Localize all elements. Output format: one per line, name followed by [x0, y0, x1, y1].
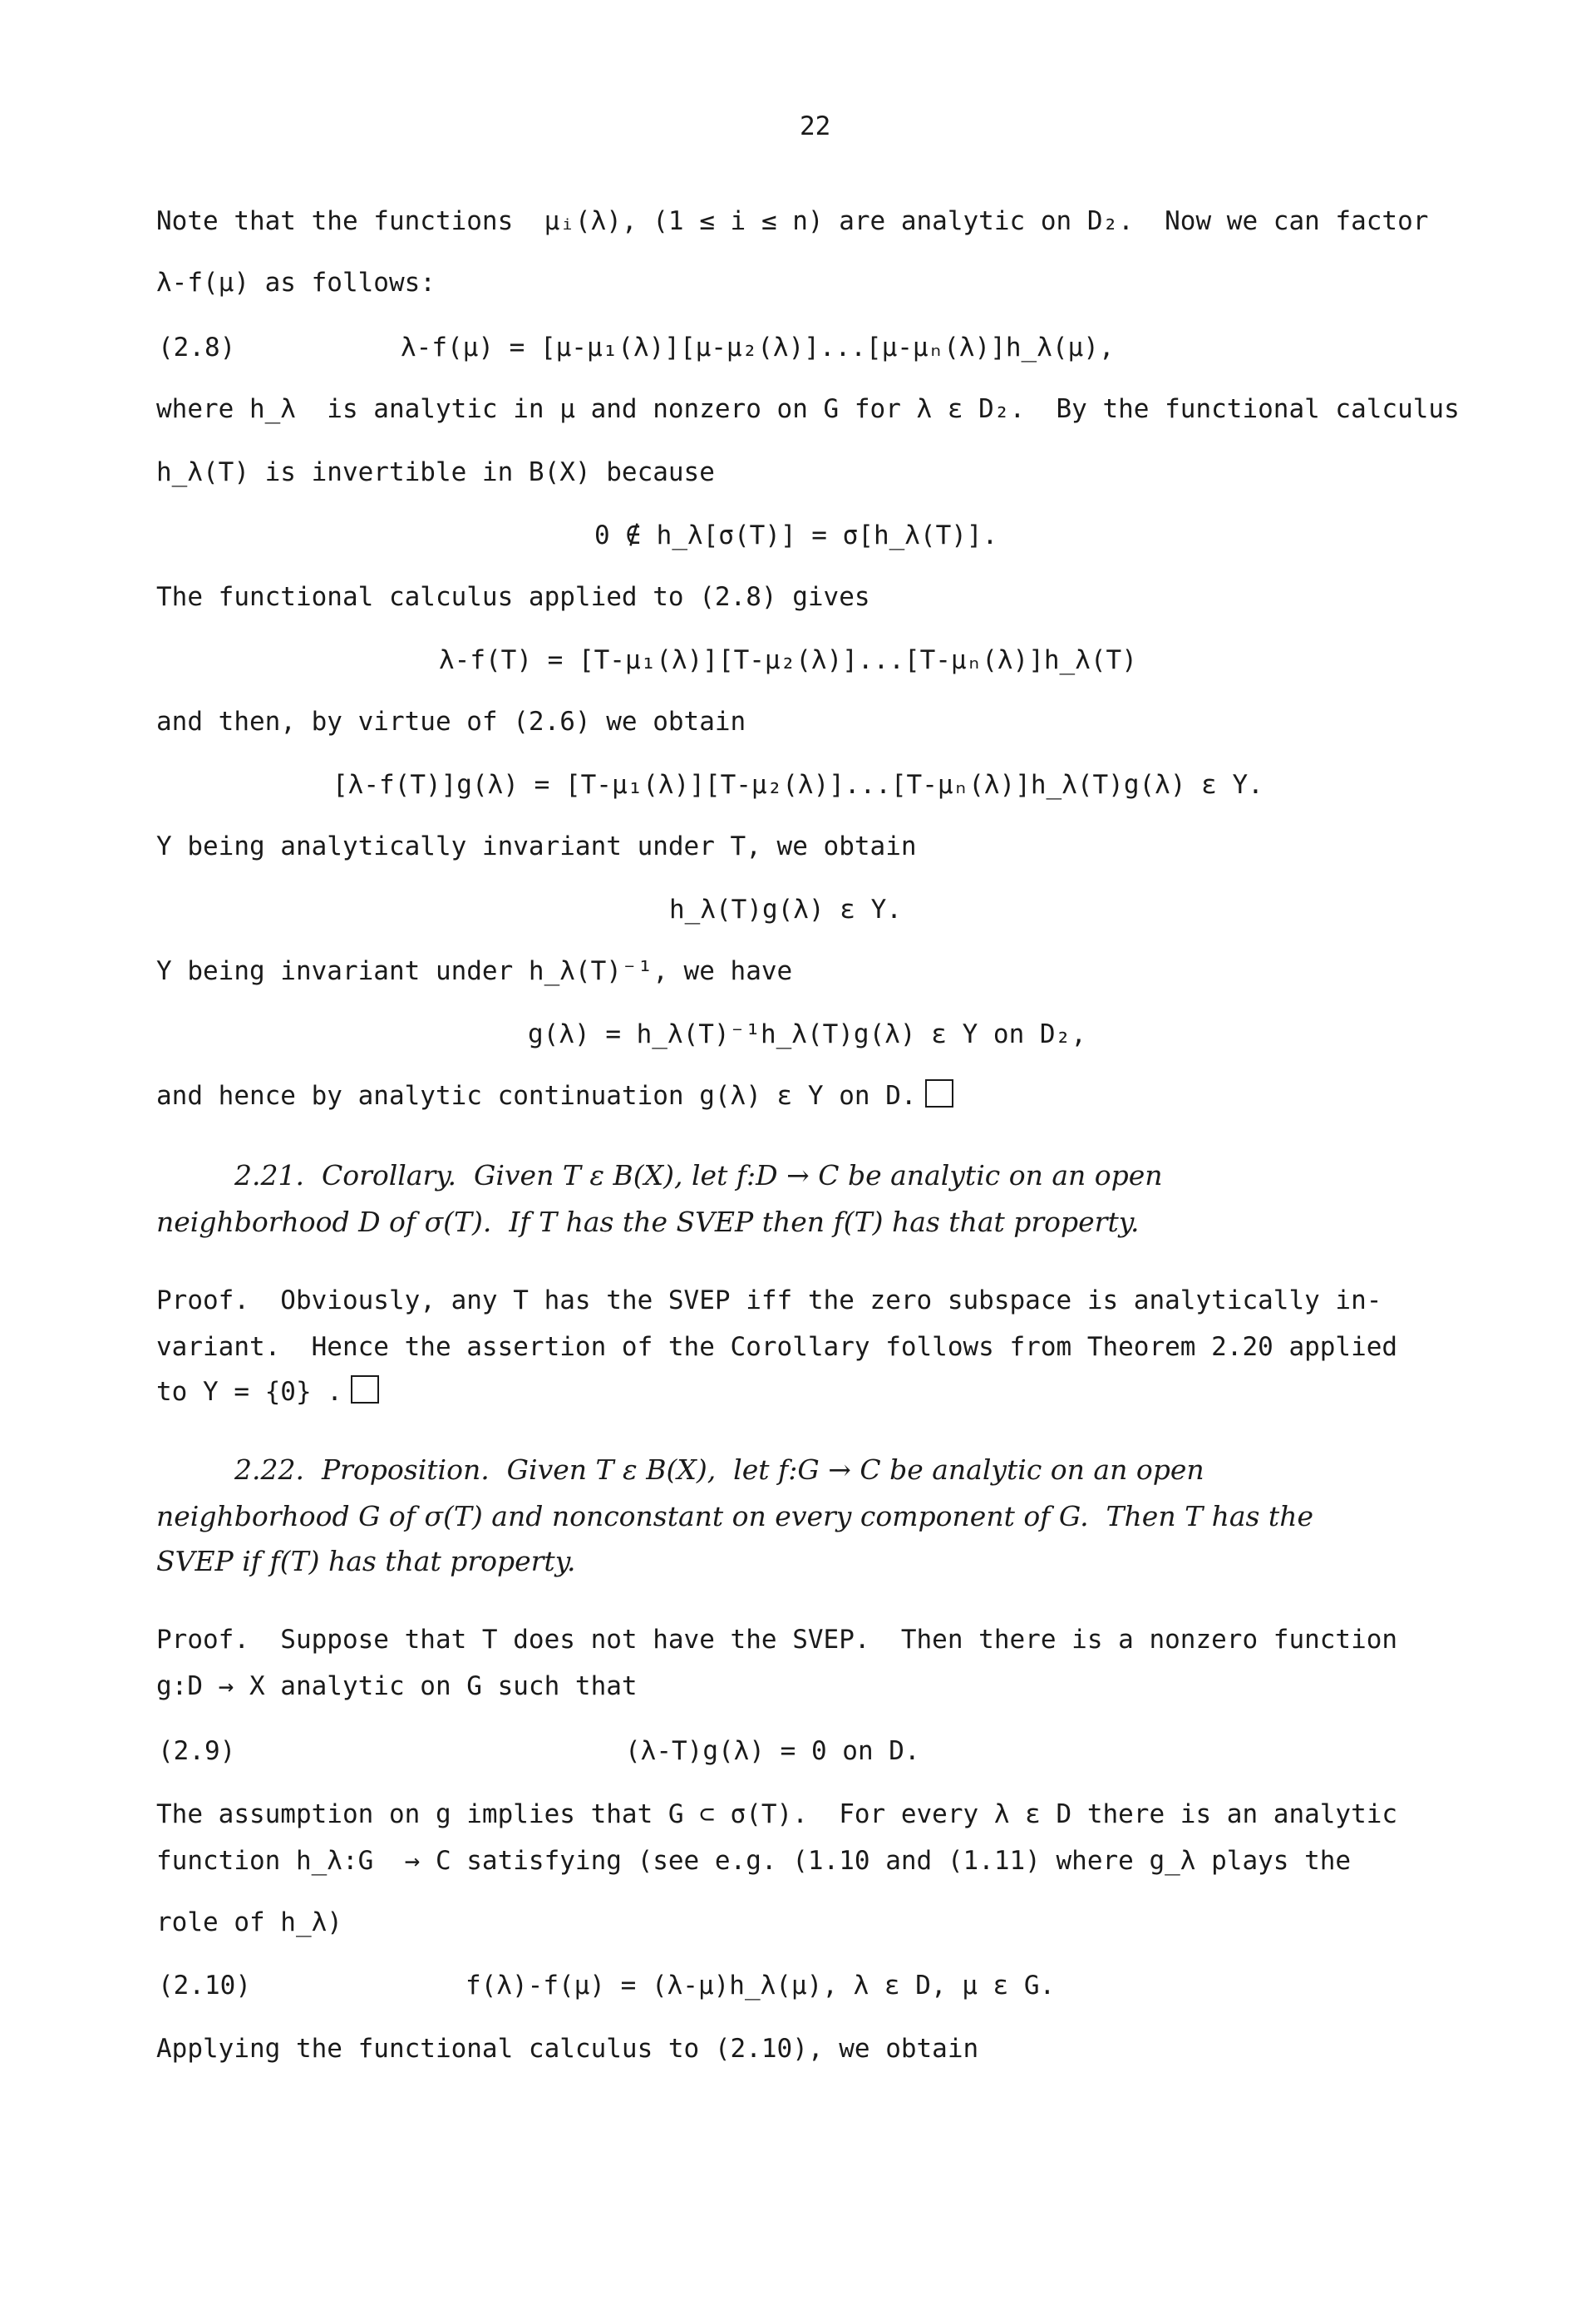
qed-square-icon: [925, 1079, 953, 1108]
proposition-title: 2.22. Proposition. Given T ε B(X), let f:G → C be analytic on an open: [234, 1453, 1204, 1486]
text-line: function h_λ:G → C satisfying (see e.g. (1.10 and (1.11) where g_λ plays the: [156, 1846, 1352, 1876]
text-line: Y being invariant under h_λ(T)⁻¹, we have: [156, 956, 793, 986]
equation-label: (2.9): [158, 1736, 236, 1766]
equation: g(λ) = h_λ(T)⁻¹h_λ(T)g(λ) ε Y on D₂,: [528, 1019, 1086, 1049]
equation: (λ-T)g(λ) = 0 on D.: [625, 1736, 920, 1766]
text-line: λ-f(μ) as follows:: [156, 268, 436, 298]
corollary-text: neighborhood D of σ(T). If T has the SVEP then f(T) has that property.: [156, 1206, 1140, 1238]
text-line: h_λ(T) is invertible in B(X) because: [156, 457, 715, 487]
equation: f(λ)-f(μ) = (λ-μ)h_λ(μ), λ ε D, μ ε G.: [466, 1971, 1056, 2001]
text-line: where h_λ is analytic in μ and nonzero on G for λ ε D₂. By the functional calculus: [156, 394, 1460, 424]
equation-label: (2.8): [158, 333, 236, 363]
equation: h_λ(T)g(λ) ε Y.: [669, 895, 902, 925]
page-number: 22: [800, 111, 831, 141]
text-span: to Y = {0} .: [156, 1377, 342, 1407]
corollary-title: 2.21. Corollary. Given T ε B(X), let f:D → C be analytic on an open: [234, 1159, 1163, 1192]
equation: 0 ∉ h_λ[σ(T)] = σ[h_λ(T)].: [594, 521, 998, 550]
proposition-text: SVEP if f(T) has that property.: [156, 1545, 576, 1577]
proof-text: variant. Hence the assertion of the Corollary follows from Theorem 2.20 applied: [156, 1332, 1398, 1362]
proof-text: g:D → X analytic on G such that: [156, 1671, 638, 1701]
text-span: and hence by analytic continuation g(λ) ε Y on D.: [156, 1081, 917, 1111]
text-line: The assumption on g implies that G ⊂ σ(T). For every λ ε D there is an analytic: [156, 1799, 1398, 1829]
text-line: role of h_λ): [156, 1907, 342, 1937]
proof-text: Proof. Suppose that T does not have the SVEP. Then there is a nonzero function: [156, 1625, 1398, 1655]
text-line: Note that the functions μᵢ(λ), (1 ≤ i ≤ n) are analytic on D₂. Now we can factor: [156, 206, 1429, 236]
qed-square-icon: [351, 1375, 379, 1404]
text-line: The functional calculus applied to (2.8) gives: [156, 582, 870, 612]
text-line: Applying the functional calculus to (2.10), we obtain: [156, 2034, 979, 2064]
proof-text: Proof. Obviously, any T has the SVEP iff the zero subspace is analytically in-: [156, 1285, 1382, 1315]
text-line: and then, by virtue of (2.6) we obtain: [156, 707, 746, 737]
equation: λ-f(μ) = [μ-μ₁(λ)][μ-μ₂(λ)]...[μ-μₙ(λ)]h_λ(μ),: [401, 333, 1115, 363]
proof-text: [156, 1375, 379, 1409]
proposition-text: neighborhood G of σ(T) and nonconstant on every component of G. Then T has the: [156, 1500, 1313, 1532]
equation-label: (2.10): [158, 1971, 251, 2001]
text-line: Y being analytically invariant under T, we obtain: [156, 831, 917, 861]
equation: λ-f(T) = [T-μ₁(λ)][T-μ₂(λ)]...[T-μₙ(λ)]h_λ(T): [439, 645, 1137, 675]
equation: [λ-f(T)]g(λ) = [T-μ₁(λ)][T-μ₂(λ)]...[T-μₙ(λ)]h_λ(T)g(λ) ε Y.: [332, 770, 1264, 800]
text-line: [156, 1079, 953, 1113]
